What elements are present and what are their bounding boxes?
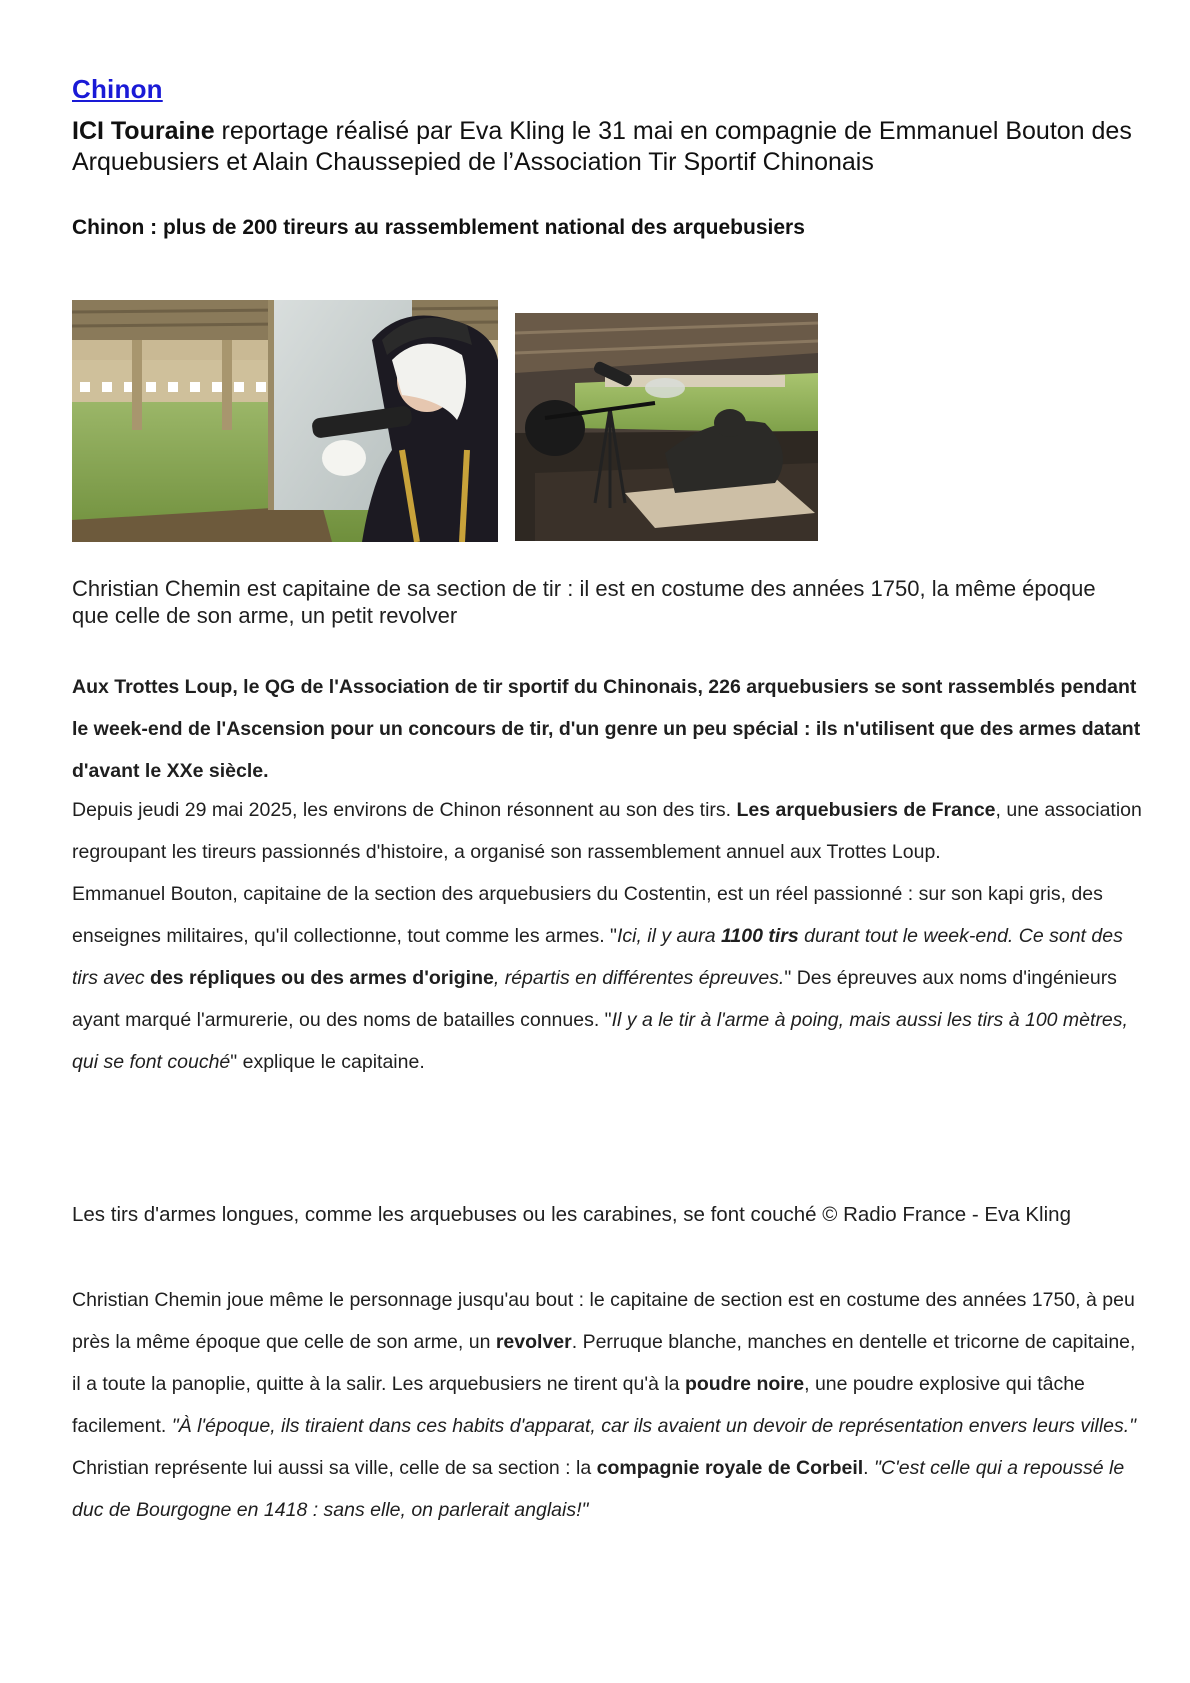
paragraph-3	[72, 1279, 1142, 1447]
photo-prone-shooters	[515, 313, 818, 541]
byline-text: reportage réalisé par Eva Kling le 31 mai en compagnie de Emmanuel Bouton des Arquebusiers et Alain Chaussepied de l’Association Tir Sportif Chinonais	[72, 117, 1132, 176]
intro-paragraph	[72, 116, 1132, 178]
p4-italic-1: "C'est celle qui a repoussé le duc de Bourgogne en 1418 : sans elle, on parlerait anglais!"	[72, 1457, 1125, 1521]
article-headline: Chinon : plus de 200 tireurs au rassemblement national des arquebusiers	[72, 216, 805, 239]
p4-text-1: Christian représente lui aussi sa ville, celle de sa section : la	[72, 1457, 597, 1479]
p3-bold-2: poudre noire	[684, 1373, 805, 1395]
city-link-chinon[interactable]: Chinon	[72, 74, 163, 104]
p2-text-1: Emmanuel Bouton, capitaine de la section des arquebusiers du Costentin, est un réel passionné : sur son kapi gris, des enseignes militaires, qu'il collectionne, tout comme les armes. "	[72, 883, 1103, 947]
p4-text-2: .	[863, 1457, 875, 1479]
photo-captain	[72, 300, 498, 542]
p2-bold-2: des répliques ou des armes d'origine	[150, 967, 494, 989]
article-body-part2	[72, 1279, 1142, 1531]
p3-italic-1: "À l'époque, ils tiraient dans ces habits d'apparat, car ils avaient un devoir de représentation envers leurs villes."	[171, 1415, 1137, 1437]
p2-text-3: " explique le capitaine.	[230, 1051, 425, 1073]
photo-prone-shooters-image	[515, 313, 818, 541]
p2-text-2: " Des épreuves aux noms d'ingénieurs ayant marqué l'armurerie, ou des noms de batailles connues. "	[72, 967, 1117, 1031]
photo-captain-image	[72, 300, 498, 542]
p1-text-1: Depuis jeudi 29 mai 2025, les environs de Chinon résonnent au son des tirs.	[72, 799, 737, 821]
p1-bold-1: Les arquebusiers de France	[736, 799, 996, 821]
p2-italic-3: , répartis en différentes épreuves.	[493, 967, 785, 989]
paragraph-4	[72, 1447, 1142, 1531]
p2-italic-1: Ici, il y aura	[616, 925, 722, 947]
article-lead: Aux Trottes Loup, le QG de l'Association de tir sportif du Chinonais, 226 arquebusiers se sont rassemblés pendant le week-end de l'Ascension pour un concours de tir, d'un genre un peu spécial : ils n'utilisent que des armes datant d'avant le XXe siècle.	[72, 676, 1141, 782]
p3-text-1: Christian Chemin joue même le personnage jusqu'au bout : le capitaine de section est en costume des années 1750, à peu près la même époque que celle de son arme, un	[72, 1289, 1135, 1353]
p2-italic-4: Il y a le tir à l'arme à poing, mais aussi les tirs à 100 mètres, qui se font couché	[72, 1009, 1128, 1073]
p3-bold-1: revolver	[495, 1331, 572, 1353]
paragraph-2	[72, 873, 1142, 1083]
p3-text-2: . Perruque blanche, manches en dentelle et tricorne de capitaine, il a toute la panoplie, quitte à la salir. Les arquebusiers ne tirent qu'à la	[72, 1331, 1136, 1395]
p3-text-3: , une poudre explosive qui tâche facilement.	[72, 1373, 1085, 1437]
p2-italic-2: durant tout le week-end. Ce sont des tirs avec	[72, 925, 1123, 989]
photo-caption-captain: Christian Chemin est capitaine de sa section de tir : il est en costume des années 1750, la même époque que celle de son arme, un petit revolver	[72, 576, 1096, 628]
p4-bold-1: compagnie royale de Corbeil	[596, 1457, 864, 1479]
outlet-name: ICI Touraine	[72, 117, 215, 145]
p1-text-2: , une association regroupant les tireurs passionnés d'histoire, a organisé son rassemblement annuel aux Trottes Loup.	[72, 799, 1142, 863]
photo-caption-prone: Les tirs d'armes longues, comme les arquebuses ou les carabines, se font couché © Radio France - Eva Kling	[72, 1203, 1071, 1226]
article-body-part1	[72, 789, 1142, 1083]
p2-bold-italic-1: 1100 tirs	[721, 925, 799, 947]
paragraph-1	[72, 789, 1142, 873]
